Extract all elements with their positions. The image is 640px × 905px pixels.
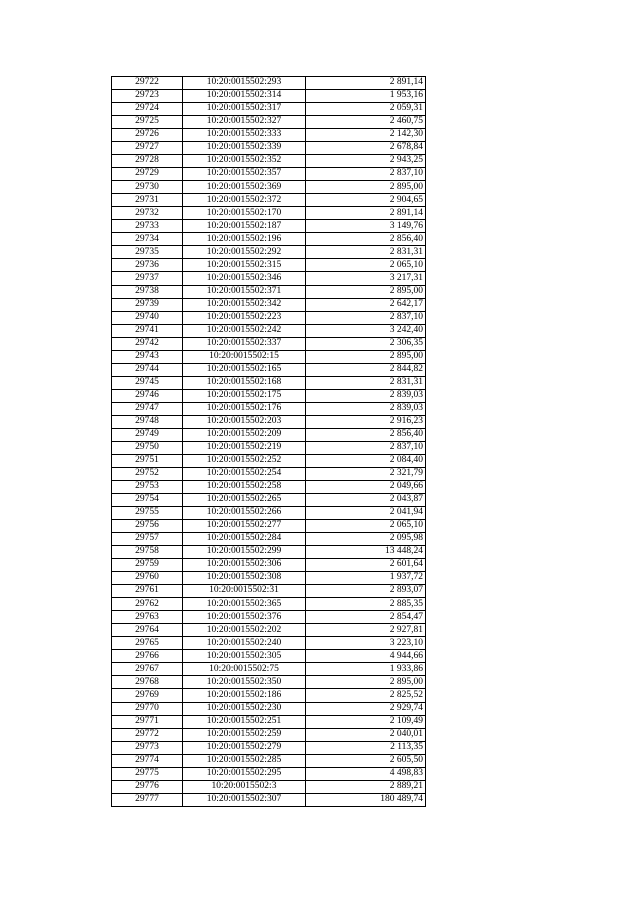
amount-cell: 2 929,74 (306, 702, 426, 715)
amount-cell: 4 498,83 (306, 767, 426, 780)
table-row (112, 428, 426, 441)
row-number-cell: 29726 (112, 129, 183, 142)
table-row (112, 194, 426, 207)
amount-cell: 2 927,81 (306, 624, 426, 637)
table-row (112, 715, 426, 728)
row-number-cell: 29729 (112, 168, 183, 181)
cadastral-number-cell: 10:20:0015502:168 (183, 376, 306, 389)
table-row (112, 793, 426, 806)
amount-cell: 3 217,31 (306, 272, 426, 285)
cadastral-number-cell: 10:20:0015502:314 (183, 90, 306, 103)
table-row (112, 285, 426, 298)
row-number-cell: 29757 (112, 533, 183, 546)
amount-cell: 2 837,10 (306, 441, 426, 454)
row-number-cell: 29733 (112, 220, 183, 233)
row-number-cell: 29774 (112, 754, 183, 767)
row-number-cell: 29748 (112, 415, 183, 428)
row-number-cell: 29739 (112, 298, 183, 311)
table-body (112, 77, 426, 807)
table-row (112, 441, 426, 454)
table-row (112, 350, 426, 363)
row-number-cell: 29769 (112, 689, 183, 702)
table-row (112, 376, 426, 389)
row-number-cell: 29750 (112, 441, 183, 454)
amount-cell: 2 895,00 (306, 181, 426, 194)
cadastral-number-cell: 10:20:0015502:369 (183, 181, 306, 194)
table-row (112, 754, 426, 767)
cadastral-number-cell: 10:20:0015502:352 (183, 155, 306, 168)
amount-cell: 2 854,47 (306, 611, 426, 624)
amount-cell: 2 142,30 (306, 129, 426, 142)
cadastral-number-cell: 10:20:0015502:371 (183, 285, 306, 298)
table-row (112, 246, 426, 259)
row-number-cell: 29751 (112, 454, 183, 467)
amount-cell: 2 043,87 (306, 494, 426, 507)
amount-cell: 2 059,31 (306, 103, 426, 116)
row-number-cell: 29773 (112, 741, 183, 754)
cadastral-number-cell: 10:20:0015502:346 (183, 272, 306, 285)
cadastral-number-cell: 10:20:0015502:203 (183, 415, 306, 428)
table-row (112, 637, 426, 650)
amount-cell: 3 242,40 (306, 324, 426, 337)
table-row (112, 298, 426, 311)
table-row (112, 520, 426, 533)
row-number-cell: 29759 (112, 559, 183, 572)
table-row (112, 767, 426, 780)
cadastral-number-cell: 10:20:0015502:15 (183, 350, 306, 363)
table-row (112, 546, 426, 559)
amount-cell: 2 943,25 (306, 155, 426, 168)
row-number-cell: 29732 (112, 207, 183, 220)
table-row (112, 585, 426, 598)
cadastral-number-cell: 10:20:0015502:258 (183, 480, 306, 493)
cadastral-number-cell: 10:20:0015502:266 (183, 507, 306, 520)
table-row (112, 129, 426, 142)
cadastral-number-cell: 10:20:0015502:242 (183, 324, 306, 337)
table-row (112, 168, 426, 181)
amount-cell: 2 642,17 (306, 298, 426, 311)
cadastral-number-cell: 10:20:0015502:292 (183, 246, 306, 259)
table-row (112, 220, 426, 233)
row-number-cell: 29754 (112, 494, 183, 507)
table-row (112, 272, 426, 285)
cadastral-number-cell: 10:20:0015502:277 (183, 520, 306, 533)
amount-cell: 2 065,10 (306, 259, 426, 272)
cadastral-number-cell: 10:20:0015502:284 (183, 533, 306, 546)
table-row (112, 572, 426, 585)
row-number-cell: 29740 (112, 311, 183, 324)
row-number-cell: 29765 (112, 637, 183, 650)
cadastral-number-cell: 10:20:0015502:175 (183, 389, 306, 402)
row-number-cell: 29770 (112, 702, 183, 715)
table-row (112, 415, 426, 428)
amount-cell: 2 605,50 (306, 754, 426, 767)
amount-cell: 2 831,31 (306, 246, 426, 259)
cadastral-number-cell: 10:20:0015502:202 (183, 624, 306, 637)
row-number-cell: 29744 (112, 363, 183, 376)
amount-cell: 2 601,64 (306, 559, 426, 572)
cadastral-number-cell: 10:20:0015502:251 (183, 715, 306, 728)
table-row (112, 389, 426, 402)
row-number-cell: 29724 (112, 103, 183, 116)
table-row (112, 689, 426, 702)
table-row (112, 480, 426, 493)
row-number-cell: 29747 (112, 402, 183, 415)
amount-cell: 2 306,35 (306, 337, 426, 350)
amount-cell: 2 904,65 (306, 194, 426, 207)
table-row (112, 780, 426, 793)
row-number-cell: 29764 (112, 624, 183, 637)
row-number-cell: 29736 (112, 259, 183, 272)
row-number-cell: 29746 (112, 389, 183, 402)
cadastral-number-cell: 10:20:0015502:259 (183, 728, 306, 741)
amount-cell: 1 933,86 (306, 663, 426, 676)
cadastral-number-cell: 10:20:0015502:307 (183, 793, 306, 806)
cadastral-number-cell: 10:20:0015502:254 (183, 467, 306, 480)
row-number-cell: 29763 (112, 611, 183, 624)
row-number-cell: 29755 (112, 507, 183, 520)
row-number-cell: 29777 (112, 793, 183, 806)
row-number-cell: 29768 (112, 676, 183, 689)
cadastral-number-cell: 10:20:0015502:339 (183, 142, 306, 155)
cadastral-number-cell: 10:20:0015502:342 (183, 298, 306, 311)
row-number-cell: 29762 (112, 598, 183, 611)
cadastral-number-cell: 10:20:0015502:170 (183, 207, 306, 220)
row-number-cell: 29761 (112, 585, 183, 598)
row-number-cell: 29723 (112, 90, 183, 103)
table-row (112, 702, 426, 715)
cadastral-number-cell: 10:20:0015502:3 (183, 780, 306, 793)
amount-cell: 13 448,24 (306, 546, 426, 559)
cadastral-number-cell: 10:20:0015502:372 (183, 194, 306, 207)
table-row (112, 728, 426, 741)
cadastral-number-cell: 10:20:0015502:350 (183, 676, 306, 689)
cadastral-number-cell: 10:20:0015502:305 (183, 650, 306, 663)
amount-cell: 2 837,10 (306, 168, 426, 181)
cadastral-number-cell: 10:20:0015502:279 (183, 741, 306, 754)
cadastral-number-cell: 10:20:0015502:31 (183, 585, 306, 598)
row-number-cell: 29722 (112, 77, 183, 90)
amount-cell: 4 944,66 (306, 650, 426, 663)
amount-cell: 2 049,66 (306, 480, 426, 493)
table-row (112, 507, 426, 520)
cadastral-number-cell: 10:20:0015502:252 (183, 454, 306, 467)
row-number-cell: 29725 (112, 116, 183, 129)
row-number-cell: 29752 (112, 467, 183, 480)
amount-cell: 2 893,07 (306, 585, 426, 598)
amount-cell: 2 321,79 (306, 467, 426, 480)
table-row (112, 142, 426, 155)
row-number-cell: 29745 (112, 376, 183, 389)
table-row (112, 155, 426, 168)
row-number-cell: 29731 (112, 194, 183, 207)
table-row (112, 559, 426, 572)
cadastral-number-cell: 10:20:0015502:265 (183, 494, 306, 507)
amount-cell: 2 678,84 (306, 142, 426, 155)
table-row (112, 663, 426, 676)
table-row (112, 311, 426, 324)
amount-cell: 2 844,82 (306, 363, 426, 376)
cadastral-number-cell: 10:20:0015502:230 (183, 702, 306, 715)
row-number-cell: 29728 (112, 155, 183, 168)
cadastral-number-cell: 10:20:0015502:285 (183, 754, 306, 767)
amount-cell: 2 460,75 (306, 116, 426, 129)
amount-cell: 2 856,40 (306, 233, 426, 246)
table-row (112, 90, 426, 103)
amount-cell: 2 109,49 (306, 715, 426, 728)
row-number-cell: 29756 (112, 520, 183, 533)
table-row (112, 324, 426, 337)
table-row (112, 611, 426, 624)
cadastral-number-cell: 10:20:0015502:376 (183, 611, 306, 624)
amount-cell: 2 891,14 (306, 207, 426, 220)
row-number-cell: 29772 (112, 728, 183, 741)
amount-cell: 2 095,98 (306, 533, 426, 546)
table-row (112, 259, 426, 272)
amount-cell: 180 489,74 (306, 793, 426, 806)
row-number-cell: 29742 (112, 337, 183, 350)
row-number-cell: 29727 (112, 142, 183, 155)
amount-cell: 2 895,00 (306, 676, 426, 689)
amount-cell: 1 937,72 (306, 572, 426, 585)
row-number-cell: 29737 (112, 272, 183, 285)
cadastral-number-cell: 10:20:0015502:295 (183, 767, 306, 780)
row-number-cell: 29730 (112, 181, 183, 194)
cadastral-number-cell: 10:20:0015502:327 (183, 116, 306, 129)
amount-cell: 2 837,10 (306, 311, 426, 324)
table-row (112, 103, 426, 116)
table-row (112, 402, 426, 415)
cadastral-number-cell: 10:20:0015502:187 (183, 220, 306, 233)
amount-cell: 2 040,01 (306, 728, 426, 741)
amount-cell: 2 041,94 (306, 507, 426, 520)
row-number-cell: 29767 (112, 663, 183, 676)
table-row (112, 533, 426, 546)
row-number-cell: 29776 (112, 780, 183, 793)
row-number-cell: 29734 (112, 233, 183, 246)
table-row (112, 741, 426, 754)
cadastral-number-cell: 10:20:0015502:75 (183, 663, 306, 676)
table-row (112, 454, 426, 467)
cadastral-number-cell: 10:20:0015502:165 (183, 363, 306, 376)
table-row (112, 233, 426, 246)
row-number-cell: 29741 (112, 324, 183, 337)
table-row (112, 624, 426, 637)
row-number-cell: 29766 (112, 650, 183, 663)
amount-cell: 2 831,31 (306, 376, 426, 389)
table-row (112, 363, 426, 376)
cadastral-number-cell: 10:20:0015502:337 (183, 337, 306, 350)
cadastral-number-cell: 10:20:0015502:317 (183, 103, 306, 116)
cadastral-number-cell: 10:20:0015502:306 (183, 559, 306, 572)
table-row (112, 181, 426, 194)
row-number-cell: 29749 (112, 428, 183, 441)
row-number-cell: 29771 (112, 715, 183, 728)
cadastral-number-cell: 10:20:0015502:223 (183, 311, 306, 324)
cadastral-number-cell: 10:20:0015502:365 (183, 598, 306, 611)
row-number-cell: 29735 (112, 246, 183, 259)
amount-cell: 2 065,10 (306, 520, 426, 533)
row-number-cell: 29743 (112, 350, 183, 363)
cadastral-number-cell: 10:20:0015502:186 (183, 689, 306, 702)
cadastral-number-cell: 10:20:0015502:196 (183, 233, 306, 246)
table-row (112, 467, 426, 480)
cadastral-number-cell: 10:20:0015502:209 (183, 428, 306, 441)
data-table (111, 76, 426, 807)
cadastral-number-cell: 10:20:0015502:293 (183, 77, 306, 90)
table-row (112, 337, 426, 350)
cadastral-number-cell: 10:20:0015502:357 (183, 168, 306, 181)
amount-cell: 2 889,21 (306, 780, 426, 793)
table-row (112, 598, 426, 611)
amount-cell: 3 149,76 (306, 220, 426, 233)
cadastral-number-cell: 10:20:0015502:333 (183, 129, 306, 142)
table-row (112, 116, 426, 129)
cadastral-number-cell: 10:20:0015502:240 (183, 637, 306, 650)
row-number-cell: 29775 (112, 767, 183, 780)
table-row (112, 494, 426, 507)
amount-cell: 2 113,35 (306, 741, 426, 754)
cadastral-number-cell: 10:20:0015502:315 (183, 259, 306, 272)
amount-cell: 2 839,03 (306, 402, 426, 415)
table-row (112, 676, 426, 689)
cadastral-number-cell: 10:20:0015502:219 (183, 441, 306, 454)
table-row (112, 650, 426, 663)
row-number-cell: 29738 (112, 285, 183, 298)
cadastral-number-cell: 10:20:0015502:308 (183, 572, 306, 585)
amount-cell: 3 223,10 (306, 637, 426, 650)
amount-cell: 2 084,40 (306, 454, 426, 467)
amount-cell: 2 891,14 (306, 77, 426, 90)
cadastral-number-cell: 10:20:0015502:299 (183, 546, 306, 559)
amount-cell: 2 825,52 (306, 689, 426, 702)
row-number-cell: 29758 (112, 546, 183, 559)
cadastral-number-cell: 10:20:0015502:176 (183, 402, 306, 415)
amount-cell: 2 895,00 (306, 285, 426, 298)
table-row (112, 77, 426, 90)
amount-cell: 2 885,35 (306, 598, 426, 611)
table-row (112, 207, 426, 220)
row-number-cell: 29760 (112, 572, 183, 585)
amount-cell: 2 895,00 (306, 350, 426, 363)
amount-cell: 2 916,23 (306, 415, 426, 428)
amount-cell: 1 953,16 (306, 90, 426, 103)
row-number-cell: 29753 (112, 480, 183, 493)
amount-cell: 2 856,40 (306, 428, 426, 441)
amount-cell: 2 839,03 (306, 389, 426, 402)
